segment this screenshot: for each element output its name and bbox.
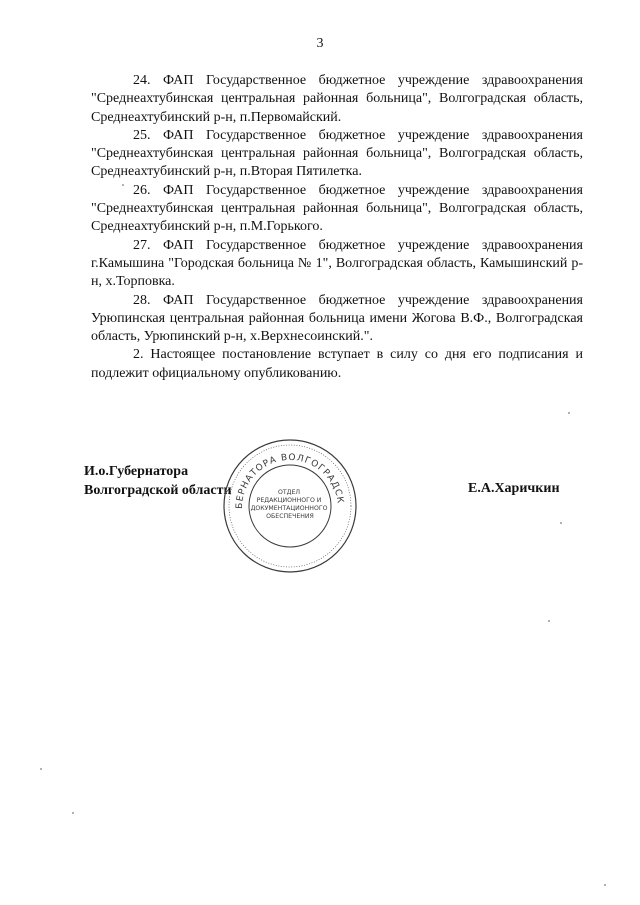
- seal-ring-text: БЕРНАТОРА ВОЛГОГРАДСК: [234, 452, 345, 510]
- signatory-position-line2: Волгоградской области: [84, 482, 232, 498]
- signatory-position: [84, 463, 232, 500]
- seal-center-text: ОТДЕЛ РЕДАКЦИОННОГО И ДОКУМЕНТАЦИОННОГО ОБЕСПЕЧЕНИЯ: [250, 489, 328, 520]
- official-seal-stamp: [220, 436, 360, 576]
- page-number: 3: [316, 36, 324, 51]
- document-body: [91, 72, 583, 383]
- effective-date-clause: 2. Настоящее постановление вступает в силу со дня его подписания и подлежит официальному опубликованию.: [91, 347, 583, 381]
- scan-speck: [568, 412, 570, 414]
- scan-speck: [604, 884, 606, 886]
- list-item-27: 27. ФАП Государственное бюджетное учреждение здравоохранения г.Камышина "Городская больница № 1", Волгоградская область, Камышинский р-н, х.Торповка.: [91, 237, 583, 290]
- signatory-name: Е.А.Харичкин: [468, 481, 560, 496]
- scan-speck: [560, 522, 562, 524]
- scan-speck: [40, 768, 42, 770]
- list-item-28: 28. ФАП Государственное бюджетное учреждение здравоохранения Урюпинская центральная районная больница имени Жогова В.Ф., Волгоградская область, Урюпинский р-н, х.Верхнесоинский.".: [91, 292, 583, 345]
- signatory-position-line1: И.о.Губернатора: [84, 464, 189, 479]
- seal-icon: [220, 436, 360, 576]
- list-item-25: 25. ФАП Государственное бюджетное учреждение здравоохранения "Среднеахтубинская центральная районная больница", Волгоградская область, Среднеахтубинский р-н, п.Вторая Пятилетка.: [91, 127, 583, 180]
- scan-speck: [72, 812, 74, 814]
- list-item-26: 26. ФАП Государственное бюджетное учреждение здравоохранения "Среднеахтубинская центральная районная больница", Волгоградская область, Среднеахтубинский р-н, п.М.Горького.: [91, 182, 583, 235]
- scan-speck: [122, 184, 124, 186]
- scan-speck: [548, 620, 550, 622]
- list-item-24: 24. ФАП Государственное бюджетное учреждение здравоохранения "Среднеахтубинская центральная районная больница", Волгоградская область, Среднеахтубинский р-н, п.Первомайский.: [91, 73, 583, 125]
